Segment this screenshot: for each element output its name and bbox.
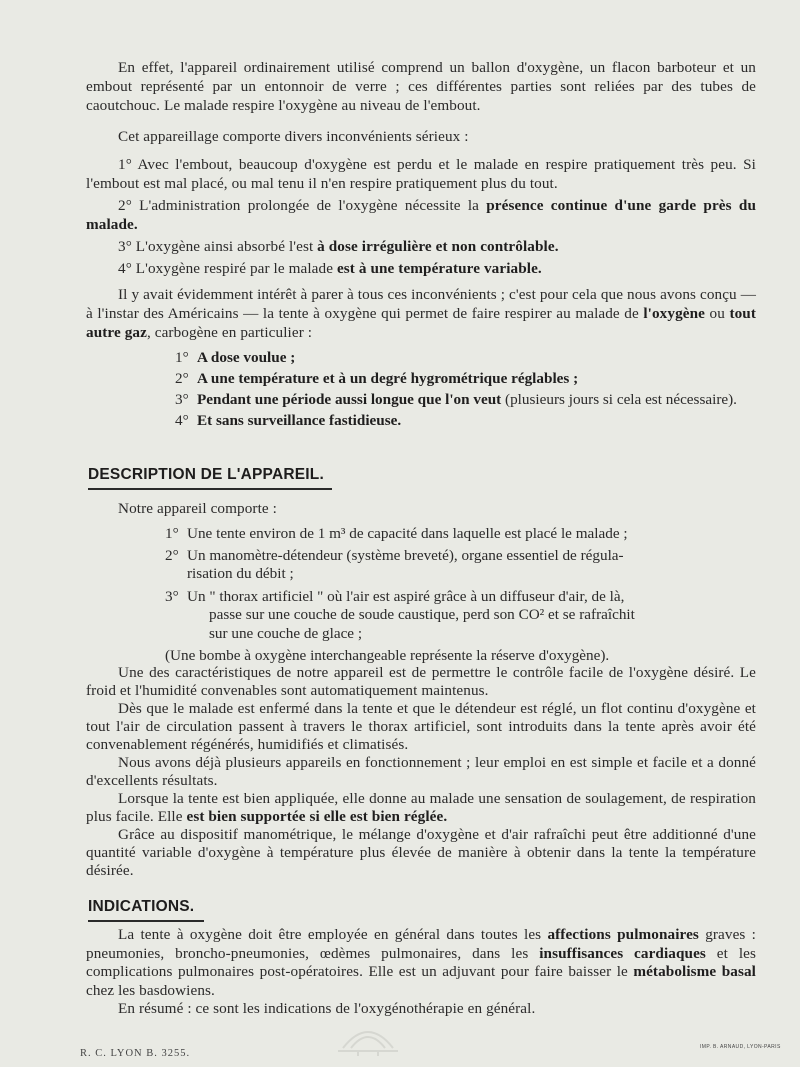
avantage-item: 1° A dose voulue ; xyxy=(175,349,296,366)
inconvenient-item: 3° L'oxygène ainsi absorbé l'est à dose irrégulière et non contrôlable. xyxy=(118,238,559,255)
inconvenient-item: 2° L'administration prolongée de l'oxygène nécessite la présence continue d'une garde près du malade. xyxy=(86,197,756,233)
printer-emblem-icon xyxy=(333,1018,403,1058)
description-paragraph: Grâce au dispositif manométrique, le mélange d'oxygène et d'air rafraîchi peut être additionné d'une quantité variable d'oxygène à température plus élevée de manière à obtenir dans la tente la température désirée. xyxy=(86,826,756,879)
footer-printer: IMP. B. ARNAUD, LYON-PARIS xyxy=(700,1044,781,1050)
description-note: (Une bombe à oxygène interchangeable représente la réserve d'oxygène). xyxy=(165,647,610,664)
description-paragraph: Nous avons déjà plusieurs appareils en fonctionnement ; leur emploi en est simple et facile et a donné d'excellents résultats. xyxy=(86,754,756,789)
avantage-item: 4° Et sans surveillance fastidieuse. xyxy=(175,412,402,429)
indications-heading: INDICATIONS. xyxy=(88,898,204,922)
description-list xyxy=(165,525,755,666)
inconvenient-item: 4° L'oxygène respiré par le malade est à une température variable. xyxy=(118,260,542,277)
inconvenient-item: 1° Avec l'embout, beaucoup d'oxygène est perdu et le malade en respire pratiquement très peu. Si l'embout est mal placé, ou mal tenu il n'en respire pratiquement plus du tout. xyxy=(86,156,756,192)
indications-paragraph: La tente à oxygène doit être employée en général dans toutes les affections pulmonaires graves : pneumonies, broncho-pneumonies, œdèmes pulmonaires, dans les insuffisances cardiaques et les complications pulmonaires post-opératoires. Elle est un adjuvant pour faire baisser le métabolisme basal chez les basdowiens. xyxy=(86,926,757,999)
intro-paragraph xyxy=(86,58,756,115)
description-intro xyxy=(86,499,756,518)
indications-paragraph: En résumé : ce sont les indications de l'oxygénothérapie en général. xyxy=(118,1000,536,1017)
intro-text: En effet, l'appareil ordinairement utilisé comprend un ballon d'oxygène, un flacon barboteur et un embout représenté par un entonnoir de verre ; ces différentes parties sont reliées par des tubes de caoutchouc. Le malade respire l'oxygène au niveau de l'embout. xyxy=(86,59,756,114)
description-item-continuation: passe sur une couche de soude caustique, perd son CO² et se rafraîchit xyxy=(209,606,635,623)
interet-paragraph xyxy=(86,285,756,342)
footer-registration: R. C. LYON B. 3255. xyxy=(80,1048,191,1059)
description-item-continuation: risation du débit ; xyxy=(187,565,294,582)
description-heading: DESCRIPTION DE L'APPAREIL. xyxy=(88,466,332,490)
description-item: 3° Un " thorax artificiel " où l'air est aspiré grâce à un diffuseur d'air, de là, xyxy=(165,587,625,605)
description-paragraph: Une des caractéristiques de notre appareil est de permettre le contrôle facile de l'oxygène désiré. Le froid et l'humidité convenables sont automatiquement maintenus. xyxy=(86,664,756,699)
description-item: 1° Une tente environ de 1 m³ de capacité dans laquelle est placé le malade ; xyxy=(165,525,628,542)
heading-underline xyxy=(88,488,332,490)
avantages-list xyxy=(175,347,765,431)
description-paragraphs xyxy=(86,664,756,880)
description-item: 2° Un manomètre-détendeur (système breveté), organe essentiel de régula- xyxy=(165,546,624,564)
description-paragraph: Lorsque la tente est bien appliquée, elle donne au malade une sensation de soulagement, de respiration plus facile. Elle est bien supportée si elle est bien réglée. xyxy=(86,790,756,825)
indications-paragraphs xyxy=(86,926,756,1019)
interet-text: Il y avait évidemment intérêt à parer à tous ces inconvénients ; c'est pour cela que nous avons conçu — à l'instar des Américains — la tente à oxygène qui permet de faire respirer au malade de l'oxygène ou tout autre gaz, carbogène en particulier : xyxy=(86,286,756,341)
description-paragraph: Dès que le malade est enfermé dans la tente et que le détendeur est réglé, un flot continu d'oxygène et tout l'air de circulation passent à travers le thorax artificiel, sont introduits dans la tente après avoir été convenablement régénérés, humidifiés et climatisés. xyxy=(86,700,756,753)
description-intro-text: Notre appareil comporte : xyxy=(118,500,277,517)
avantage-item: 3° Pendant une période aussi longue que l'on veut (plusieurs jours si cela est nécessaire). xyxy=(175,391,737,408)
heading-underline xyxy=(88,920,204,922)
inconvenients-list xyxy=(86,155,756,278)
description-item-continuation: sur une couche de glace ; xyxy=(209,624,363,642)
inconvenients-intro-text: Cet appareillage comporte divers inconvénients sérieux : xyxy=(118,128,469,145)
inconvenients-intro xyxy=(86,127,756,146)
avantage-item: 2° A une température et à un degré hygrométrique réglables ; xyxy=(175,370,579,387)
